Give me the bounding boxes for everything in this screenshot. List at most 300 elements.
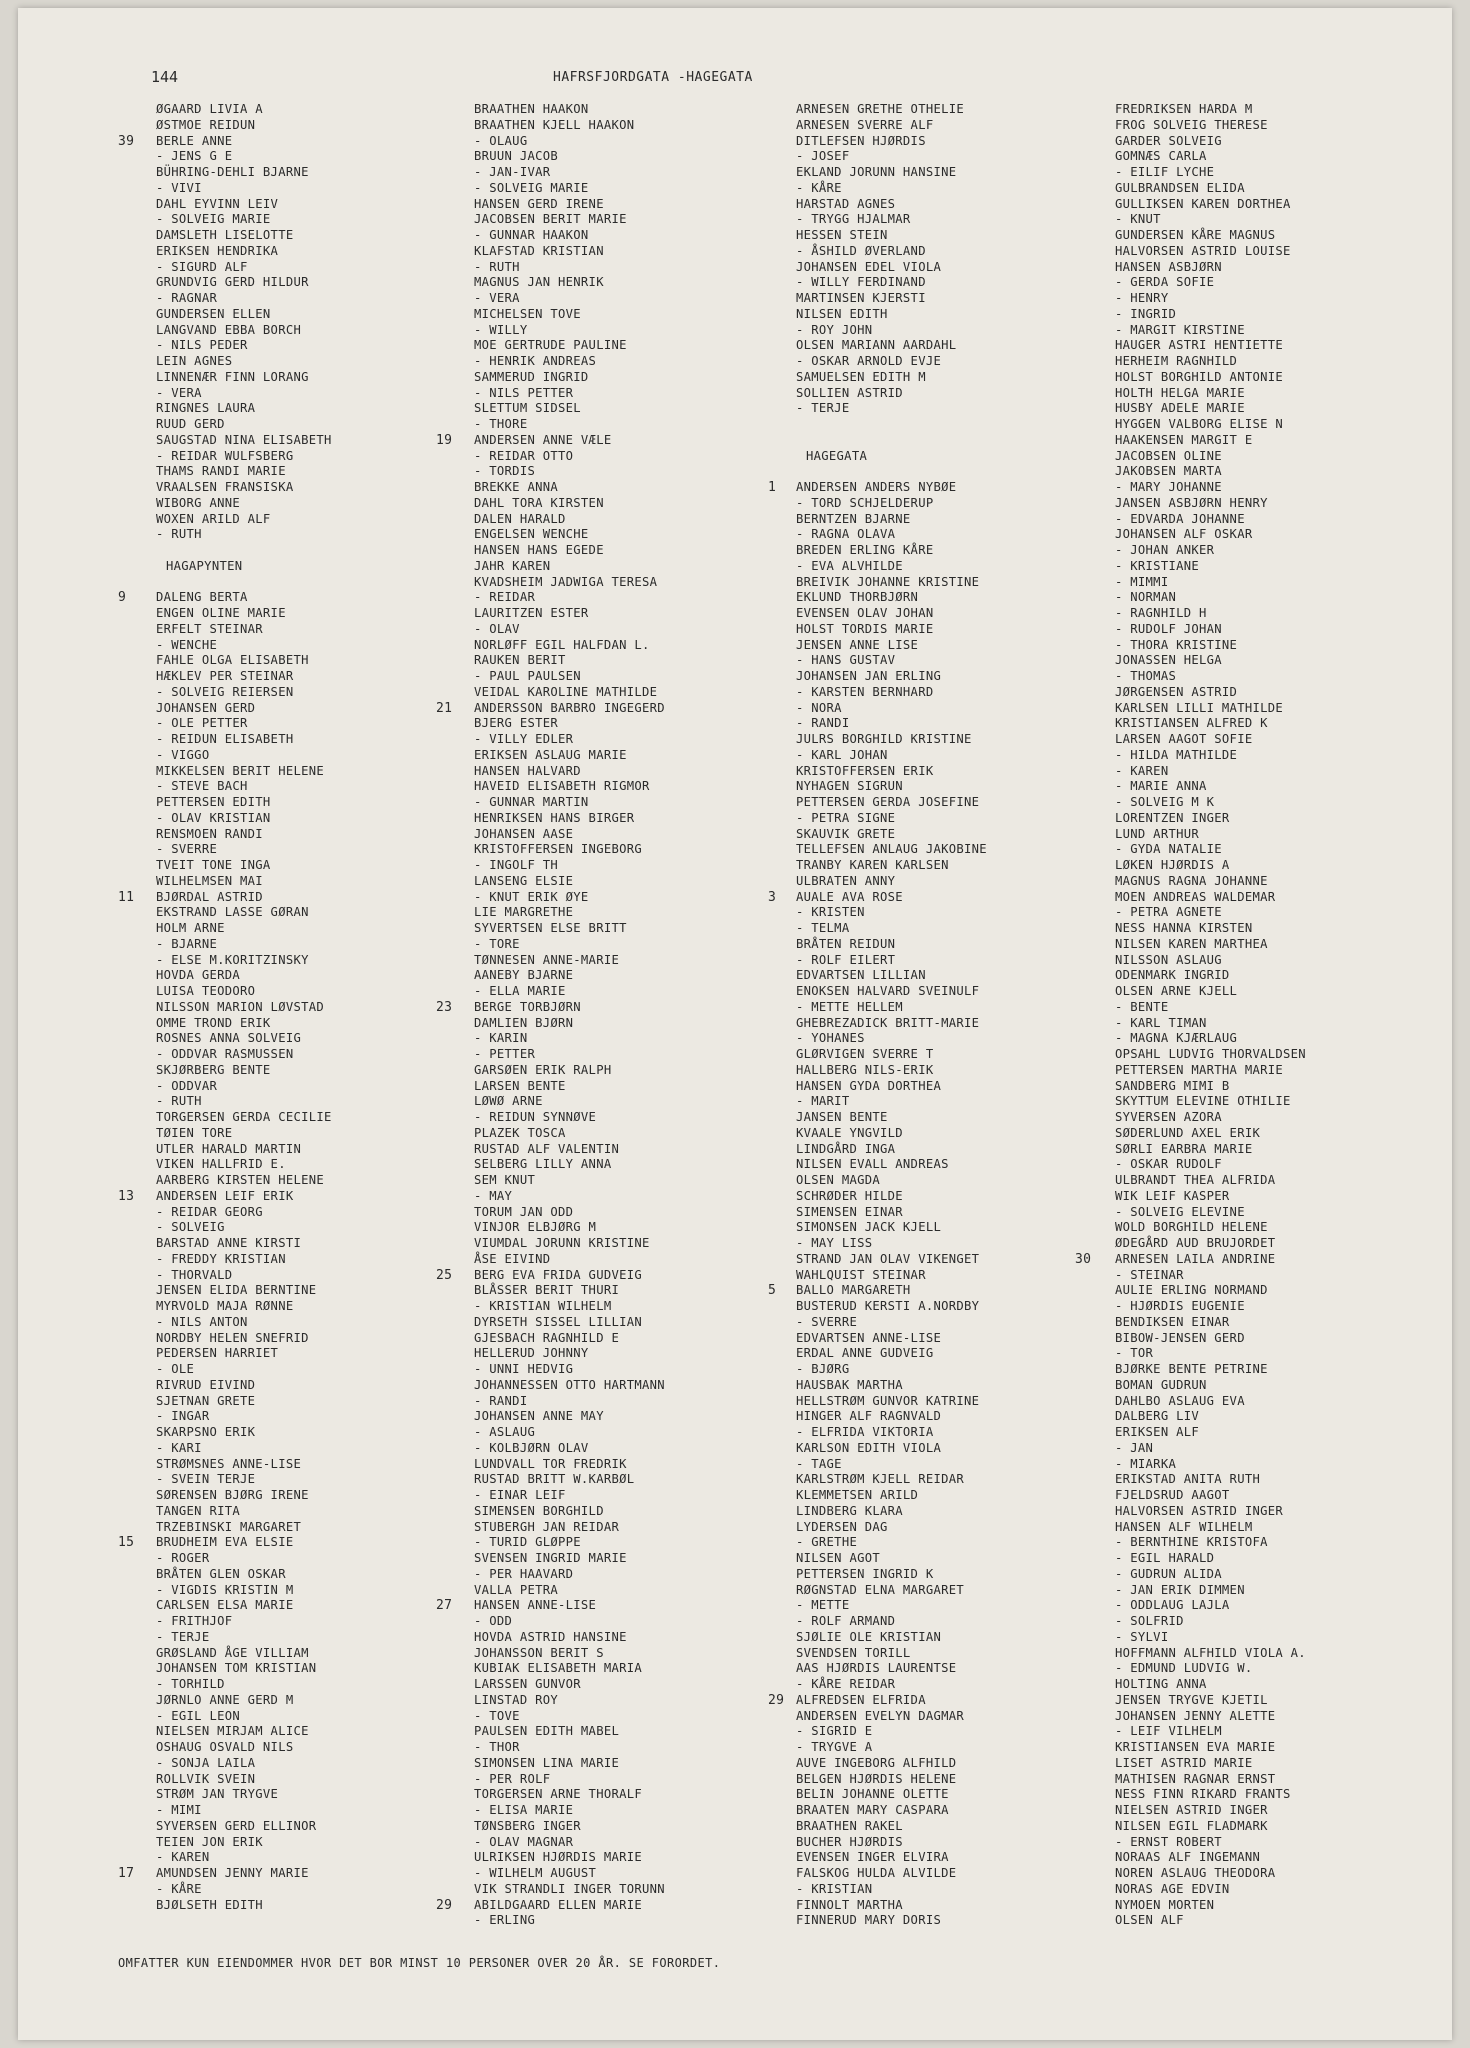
resident-name: HANSEN HANS EGEDE	[474, 543, 604, 557]
resident-name: KARLSEN LILLI MATHILDE	[1115, 700, 1284, 715]
resident-name: - RUDOLF JOHAN	[1115, 621, 1222, 636]
resident-name: ULBRANDT THEA ALFRIDA	[1115, 1173, 1276, 1187]
house-number: 25	[436, 1267, 453, 1283]
resident-name: - KAREN	[156, 1850, 210, 1865]
resident-name: KLEMMETSEN ARILD	[796, 1488, 919, 1502]
resident-name: BJØRKE BENTE PETRINE	[1115, 1362, 1268, 1376]
resident-name: DAHL TORA KIRSTEN	[474, 495, 604, 510]
resident-name: SVENDSEN TORILL	[796, 1645, 911, 1660]
resident-name: MAGNUS JAN HENRIK	[474, 275, 604, 290]
resident-name: BERLE ANNE	[156, 133, 233, 148]
resident-name: - MARIT	[796, 1094, 850, 1109]
resident-name: BERG EVA FRIDA GUDVEIG	[474, 1267, 643, 1282]
resident-name: JOHANSEN EDEL VIOLA	[796, 259, 942, 274]
resident-name: - VERA	[156, 385, 202, 400]
resident-name: HALVORSEN ASTRID INGER	[1115, 1503, 1284, 1518]
resident-name: - TERJE	[156, 1629, 210, 1644]
resident-name: NILSSON MARION LØVSTAD	[156, 999, 325, 1014]
house-number: 29	[768, 1692, 785, 1708]
resident-name: MOE GERTRUDE PAULINE	[474, 338, 627, 353]
resident-name: HOLST TORDIS MARIE	[796, 621, 934, 636]
resident-name: - RAGNA OLAVA	[796, 527, 896, 542]
resident-name: FINNERUD MARY DORIS	[796, 1913, 942, 1928]
resident-name: - TRYGG HJALMAR	[796, 212, 911, 227]
resident-name: - TURID GLØPPE	[474, 1535, 581, 1550]
resident-name: BJØLSETH EDITH	[156, 1897, 263, 1912]
resident-name: SKARPSNO ERIK	[156, 1425, 256, 1439]
resident-name: - THORA KRISTINE	[1115, 637, 1238, 652]
resident-name: - GUDRUN ALIDA	[1115, 1566, 1222, 1581]
resident-name: - ELLA MARIE	[474, 984, 566, 998]
resident-name: ULRIKSEN HJØRDIS MARIE	[474, 1850, 643, 1865]
resident-name: GHEBREZADICK BRITT-MARIE	[796, 1015, 980, 1030]
resident-name: - TERJE	[796, 401, 850, 416]
resident-name: NILSEN EGIL FLADMARK	[1115, 1818, 1268, 1833]
resident-name: ODENMARK INGRID	[1115, 968, 1230, 983]
resident-name: VIUMDAL JORUNN KRISTINE	[474, 1236, 650, 1250]
resident-name: - ROLF EILERT	[796, 952, 896, 967]
resident-name: DYRSETH SISSEL LILLIAN	[474, 1314, 643, 1329]
resident-name: - SOLVEIG REIERSEN	[156, 684, 294, 699]
resident-name: JENSEN ELIDA BERNTINE	[156, 1283, 317, 1298]
resident-name: - JOHAN ANKER	[1115, 543, 1215, 557]
resident-name: TØNNESEN ANNE-MARIE	[474, 952, 620, 967]
resident-name: - MARIE ANNA	[1115, 779, 1207, 794]
resident-name: ALFREDSEN ELFRIDA	[796, 1692, 926, 1707]
resident-name: LUNDVALL TOR FREDRIK	[474, 1456, 627, 1471]
resident-name: - REIDAR WULFSBERG	[156, 448, 294, 463]
resident-name: STUBERGH JAN REIDAR	[474, 1519, 620, 1534]
house-number-line	[768, 1283, 987, 1299]
resident-name: VRAALSEN FRANSISKA	[156, 480, 294, 494]
resident-name: AARBERG KIRSTEN HELENE	[156, 1173, 325, 1187]
resident-name: HESSEN STEIN	[796, 228, 888, 242]
resident-name: DALENG BERTA	[156, 590, 248, 605]
resident-name: - NILS PETTER	[474, 385, 574, 400]
house-number-line	[118, 1188, 332, 1205]
resident-name: JOHANSEN GERD	[156, 700, 256, 715]
resident-name: BLÅSSER BERIT THURI	[474, 1283, 620, 1298]
resident-name: - BJARNE	[156, 936, 218, 951]
resident-name: - HANS GUSTAV	[796, 653, 896, 668]
resident-name: - OLAV KRISTIAN	[156, 810, 271, 825]
resident-name: AANEBY BJARNE	[474, 968, 574, 983]
resident-name: LORENTZEN INGER	[1115, 810, 1230, 825]
resident-name: - EINAR LEIF	[474, 1488, 566, 1502]
resident-name: OLSEN MAGDA	[796, 1173, 881, 1187]
resident-name: ØSTMOE REIDUN	[156, 117, 256, 132]
house-number-line	[118, 1535, 332, 1551]
resident-name: - GUNNAR HAAKON	[474, 228, 589, 242]
resident-name: GRUNDVIG GERD HILDUR	[156, 275, 309, 290]
resident-name: - EDVARDA JOHANNE	[1115, 511, 1245, 526]
resident-name: BJØRDAL ASTRID	[156, 889, 263, 904]
resident-name: - TELMA	[796, 921, 850, 935]
resident-name: JACOBSEN BERIT MARIE	[474, 212, 627, 227]
resident-name: TORGERSEN GERDA CECILIE	[156, 1110, 332, 1124]
resident-name: - ODDLAUG LAJLA	[1115, 1598, 1230, 1613]
resident-name: VINJOR ELBJØRG M	[474, 1220, 597, 1235]
resident-name: JOHANSEN TOM KRISTIAN	[156, 1661, 317, 1676]
resident-name: - TOR	[1115, 1346, 1154, 1361]
resident-name: - SOLVEIG MARIE	[474, 180, 589, 195]
resident-name: - STEVE BACH	[156, 779, 248, 794]
resident-name: HANSEN ANNE-LISE	[474, 1598, 597, 1613]
resident-name: KLAFSTAD KRISTIAN	[474, 243, 604, 258]
resident-name: RUSTAD ALF VALENTIN	[474, 1141, 620, 1156]
resident-name: BJERG ESTER	[474, 716, 559, 731]
house-number-line	[768, 1692, 987, 1709]
resident-name: JOHANSEN JENNY ALETTE	[1115, 1708, 1276, 1723]
resident-name: MYRVOLD MAJA RØNNE	[156, 1299, 294, 1313]
resident-name: LANSENG ELSIE	[474, 873, 574, 888]
resident-name: NILSEN EDITH	[796, 306, 888, 321]
resident-name: - INGAR	[156, 1409, 210, 1424]
resident-name: - SVEIN TERJE	[156, 1472, 256, 1487]
street-heading: HAGEGATA	[806, 448, 868, 463]
resident-name: LYDERSEN DAG	[796, 1519, 888, 1534]
resident-name: - EILIF LYCHE	[1115, 165, 1215, 179]
street-heading: HAGAPYNTEN	[166, 558, 243, 573]
resident-name: - KARSTEN BERNHARD	[796, 684, 934, 699]
resident-name: GARDER SOLVEIG	[1115, 133, 1222, 148]
resident-name: - JENS G E	[156, 149, 233, 164]
resident-name: HAUSBAK MARTHA	[796, 1377, 903, 1392]
house-number-line	[118, 889, 332, 906]
resident-name: NOREN ASLAUG THEODORA	[1115, 1866, 1276, 1880]
resident-name: - VIVI	[156, 180, 202, 195]
resident-name: TRZEBINSKI MARGARET	[156, 1519, 302, 1534]
resident-name: ABILDGAARD ELLEN MARIE	[474, 1897, 643, 1912]
resident-name: EVENSEN INGER ELVIRA	[796, 1850, 949, 1865]
resident-name: BUCHER HJØRDIS	[796, 1834, 903, 1849]
resident-name: - SVERRE	[796, 1314, 858, 1329]
resident-name: BREKKE ANNA	[474, 480, 559, 494]
resident-name: HINGER ALF RAGNVALD	[796, 1409, 942, 1424]
resident-name: - BENTE	[1115, 999, 1169, 1014]
house-number: 1	[768, 480, 777, 495]
resident-name: - PETRA SIGNE	[796, 810, 896, 825]
house-number-line	[436, 1267, 665, 1284]
house-number-line	[436, 1897, 665, 1914]
resident-name: HÆKLEV PER STEINAR	[156, 669, 294, 683]
resident-name: ANDERSEN EVELYN DAGMAR	[796, 1708, 965, 1723]
resident-name: BIBOW-JENSEN GERD	[1115, 1330, 1245, 1345]
resident-name: TVEIT TONE INGA	[156, 858, 271, 872]
resident-name: - REIDAR GEORG	[156, 1204, 263, 1219]
resident-name: BERNTZEN BJARNE	[796, 511, 911, 526]
resident-name: - MIARKA	[1115, 1456, 1177, 1471]
resident-name: SØRENSEN BJØRG IRENE	[156, 1488, 309, 1502]
blank-line	[156, 543, 332, 559]
resident-name: - ELSE M.KORITZINSKY	[156, 952, 309, 967]
house-number: 3	[768, 889, 777, 905]
resident-name: ARNESEN SVERRE ALF	[796, 117, 934, 132]
resident-name: RAUKEN BERIT	[474, 653, 566, 668]
resident-name: GJESBACH RAGNHILD E	[474, 1330, 620, 1345]
house-number-line	[768, 889, 987, 906]
resident-name: - ODDVAR	[156, 1078, 218, 1093]
house-number: 5	[768, 1283, 777, 1299]
resident-name: - NORMAN	[1115, 590, 1177, 605]
resident-name: PETTERSEN INGRID K	[796, 1566, 934, 1581]
resident-name: HANSEN GYDA DORTHEA	[796, 1078, 942, 1093]
resident-name: HOLST BORGHILD ANTONIE	[1115, 369, 1284, 384]
resident-name: - VILLY EDLER	[474, 732, 574, 746]
resident-name: LØWØ ARNE	[474, 1094, 543, 1109]
resident-name: - ERLING	[474, 1913, 536, 1928]
resident-name: - SOLVEIG ELEVINE	[1115, 1204, 1245, 1219]
resident-name: NYMOEN MORTEN	[1115, 1897, 1215, 1912]
resident-name: JENSEN ANNE LISE	[796, 637, 919, 652]
resident-name: HERHEIM RAGNHILD	[1115, 354, 1238, 368]
resident-name: DALBERG LIV	[1115, 1409, 1200, 1424]
resident-name: - ROY JOHN	[796, 322, 873, 337]
resident-name: - THOMAS	[1115, 669, 1177, 683]
resident-name: - ASLAUG	[474, 1425, 536, 1439]
resident-name: NYHAGEN SIGRUN	[796, 779, 903, 794]
resident-name: PETTERSEN MARTHA MARIE	[1115, 1062, 1284, 1077]
resident-name: BELIN JOHANNE OLETTE	[796, 1787, 949, 1802]
resident-name: - OLAV	[474, 621, 520, 636]
resident-name: NILSEN AGOT	[796, 1551, 881, 1565]
resident-name: JANSEN ASBJØRN HENRY	[1115, 495, 1268, 510]
house-number-line	[436, 1598, 665, 1614]
resident-name: DITLEFSEN HJØRDIS	[796, 133, 926, 148]
resident-name: - TORE	[474, 936, 520, 951]
blank-line	[156, 575, 332, 591]
resident-name: LINDBERG KLARA	[796, 1503, 903, 1518]
resident-name: HARSTAD AGNES	[796, 196, 896, 211]
resident-name: WAHLQUIST STEINAR	[796, 1267, 926, 1282]
resident-name: PAULSEN EDITH MABEL	[474, 1724, 620, 1739]
resident-name: TELLEFSEN ANLAUG JAKOBINE	[796, 842, 987, 857]
resident-name: LINSTAD ROY	[474, 1692, 559, 1707]
resident-name: - PER ROLF	[474, 1771, 551, 1786]
resident-name: - ELISA MARIE	[474, 1803, 574, 1817]
resident-name: NIELSEN MIRJAM ALICE	[156, 1724, 309, 1739]
column-4	[1075, 102, 1306, 1929]
resident-name: HELLSTRØM GUNVOR KATRINE	[796, 1393, 980, 1408]
resident-name: - KÅRE	[156, 1881, 202, 1896]
house-number: 21	[436, 700, 453, 716]
resident-name: AAS HJØRDIS LAURENTSE	[796, 1661, 957, 1676]
resident-name: BRAATHEN RAKEL	[796, 1818, 903, 1833]
house-number: 13	[118, 1188, 135, 1204]
resident-name: WILHELMSEN MAI	[156, 873, 263, 888]
resident-name: - SOLVEIG M K	[1115, 795, 1215, 809]
resident-name: - MAY	[474, 1188, 513, 1203]
house-number-line	[1075, 1251, 1306, 1268]
resident-name: - FRITHJOF	[156, 1614, 233, 1628]
resident-name: ANDERSEN LEIF ERIK	[156, 1188, 294, 1203]
resident-name: - RAGNAR	[156, 291, 218, 305]
resident-name: EDVARTSEN ANNE-LISE	[796, 1330, 942, 1345]
resident-name: - SOLFRID	[1115, 1614, 1184, 1628]
resident-name: ROLLVIK SVEIN	[156, 1771, 256, 1786]
resident-name: - BERNTHINE KRISTOFA	[1115, 1535, 1268, 1550]
resident-name: - INGOLF TH	[474, 858, 559, 872]
resident-name: - KÅRE	[796, 180, 842, 195]
resident-name: LØKEN HJØRDIS A	[1115, 858, 1230, 872]
resident-name: BOMAN GUDRUN	[1115, 1377, 1207, 1392]
resident-name: - SONJA LAILA	[156, 1755, 256, 1770]
resident-name: - KARI	[156, 1440, 202, 1455]
resident-name: - MARY JOHANNE	[1115, 480, 1222, 494]
resident-name: KVAALE YNGVILD	[796, 1125, 903, 1140]
resident-name: SKJØRBERG BENTE	[156, 1062, 271, 1077]
resident-name: JAKOBSEN MARTA	[1115, 464, 1222, 479]
resident-name: - NILS ANTON	[156, 1314, 248, 1329]
resident-name: HANSEN HALVARD	[474, 763, 581, 778]
resident-name: - JAN ERIK DIMMEN	[1115, 1582, 1245, 1597]
resident-name: - SOLVEIG	[156, 1220, 225, 1235]
resident-name: BRAATEN MARY CASPARA	[796, 1803, 949, 1817]
resident-name: SYVERSEN AZORA	[1115, 1110, 1222, 1124]
resident-name: - OLAUG	[474, 133, 528, 148]
resident-name: - KOLBJØRN OLAV	[474, 1440, 589, 1455]
resident-name: - THOR	[474, 1740, 520, 1754]
resident-name: ERIKSTAD ANITA RUTH	[1115, 1472, 1261, 1487]
resident-name: - ODD	[474, 1614, 513, 1628]
resident-name: SCHRØDER HILDE	[796, 1188, 903, 1203]
resident-name: - WENCHE	[156, 637, 218, 652]
resident-name: OMME TROND ERIK	[156, 1015, 271, 1030]
resident-name: TORGERSEN ARNE THORALF	[474, 1787, 643, 1802]
resident-name: RENSMOEN RANDI	[156, 826, 263, 841]
resident-name: DALEN HARALD	[474, 511, 566, 526]
house-number: 23	[436, 999, 453, 1015]
resident-name: JOHANSEN JAN ERLING	[796, 669, 942, 683]
resident-name: - TORHILD	[156, 1677, 225, 1691]
resident-name: MIKKELSEN BERIT HELENE	[156, 763, 325, 778]
resident-name: BRUUN JACOB	[474, 149, 559, 164]
footer-note: OMFATTER KUN EIENDOMMER HVOR DET BOR MINST 10 PERSONER OVER 20 ÅR. SE FORORDET.	[118, 1956, 721, 1970]
resident-name: - MIMI	[156, 1803, 202, 1817]
resident-name: - EDMUND LUDVIG W.	[1115, 1661, 1253, 1676]
resident-name: - TORDIS	[474, 464, 536, 479]
resident-name: GLØRVIGEN SVERRE T	[796, 1047, 934, 1061]
resident-name: TANGEN RITA	[156, 1503, 241, 1518]
resident-name: JOHANSEN ALF OSKAR	[1115, 527, 1253, 542]
resident-name: DAHL EYVINN LEIV	[156, 196, 279, 211]
resident-name: SKAUVIK GRETE	[796, 826, 896, 841]
house-number-line	[118, 133, 332, 150]
resident-name: ERDAL ANNE GUDVEIG	[796, 1346, 934, 1361]
house-number: 39	[118, 133, 135, 149]
resident-name: - KAREN	[1115, 763, 1169, 778]
blank-line	[796, 417, 987, 433]
resident-name: HELLERUD JOHNNY	[474, 1346, 589, 1361]
resident-name: AUVE INGEBORG ALFHILD	[796, 1755, 957, 1770]
resident-name: TØNSBERG INGER	[474, 1818, 581, 1833]
resident-name: EDVARTSEN LILLIAN	[796, 968, 926, 983]
column-2	[436, 102, 665, 1929]
resident-name: - ODDVAR RASMUSSEN	[156, 1047, 294, 1061]
house-number: 27	[436, 1598, 453, 1614]
resident-name: ERIKSEN ALF	[1115, 1425, 1200, 1439]
resident-name: HOLM ARNE	[156, 921, 225, 935]
house-number: 15	[118, 1535, 135, 1551]
resident-name: - REIDAR OTTO	[474, 448, 574, 463]
resident-name: BRAATHEN KJELL HAAKON	[474, 117, 635, 132]
resident-name: - RAGNHILD H	[1115, 606, 1207, 620]
resident-name: SOLLIEN ASTRID	[796, 385, 903, 400]
blank-line	[796, 433, 987, 449]
resident-name: WOXEN ARILD ALF	[156, 511, 271, 526]
resident-name: SJETNAN GRETE	[156, 1393, 256, 1408]
resident-name: - HJØRDIS EUGENIE	[1115, 1299, 1245, 1313]
resident-name: ENOKSEN HALVARD SVEINULF	[796, 984, 980, 998]
resident-name: PETTERSEN GERDA JOSEFINE	[796, 795, 980, 809]
resident-name: LANGVAND EBBA BORCH	[156, 322, 302, 337]
resident-name: TRANBY KAREN KARLSEN	[796, 858, 949, 872]
resident-name: BRAATHEN HAAKON	[474, 102, 589, 116]
resident-name: HOVDA GERDA	[156, 968, 241, 983]
resident-name: FJELDSRUD AAGOT	[1115, 1488, 1230, 1502]
resident-name: WIBORG ANNE	[156, 495, 241, 510]
resident-name: JULRS BORGHILD KRISTINE	[796, 732, 972, 746]
resident-name: BRÅTEN REIDUN	[796, 936, 896, 951]
resident-name: - STEINAR	[1115, 1267, 1184, 1282]
resident-name: FAHLE OLGA ELISABETH	[156, 653, 309, 668]
resident-name: PETTERSEN EDITH	[156, 795, 271, 809]
resident-name: SLETTUM SIDSEL	[474, 401, 581, 416]
resident-name: HANSEN ASBJØRN	[1115, 259, 1222, 274]
resident-name: LARSEN BENTE	[474, 1078, 566, 1093]
resident-name: AUALE AVA ROSE	[796, 889, 903, 904]
resident-name: SAMUELSEN EDITH M	[796, 369, 926, 384]
resident-name: SØDERLUND AXEL ERIK	[1115, 1125, 1261, 1140]
resident-name: - HENRIK ANDREAS	[474, 354, 597, 368]
resident-name: - TORD SCHJELDERUP	[796, 495, 934, 510]
house-number: 19	[436, 432, 453, 448]
resident-name: - KÅRE REIDAR	[796, 1677, 896, 1691]
resident-name: - LEIF VILHELM	[1115, 1724, 1222, 1739]
resident-name: SYVERTSEN ELSE BRITT	[474, 921, 627, 935]
resident-name: EVENSEN OLAV JOHAN	[796, 606, 934, 620]
resident-name: RIVRUD EIVIND	[156, 1377, 256, 1392]
resident-name: SIMONSEN JACK KJELL	[796, 1220, 942, 1235]
resident-name: - OLE	[156, 1362, 195, 1376]
resident-name: SKYTTUM ELEVINE OTHILIE	[1115, 1094, 1291, 1109]
resident-name: OSHAUG OSVALD NILS	[156, 1740, 294, 1754]
resident-name: TØIEN TORE	[156, 1125, 233, 1140]
resident-name: - PAUL PAULSEN	[474, 669, 581, 683]
page-title: HAFRSFJORDGATA -HAGEGATA	[553, 70, 753, 85]
resident-name: HALLBERG NILS-ERIK	[796, 1062, 934, 1077]
resident-name: ERIKSEN ASLAUG MARIE	[474, 747, 627, 762]
resident-name: - GERDA SOFIE	[1115, 275, 1215, 290]
resident-name: NORAAS ALF INGEMANN	[1115, 1850, 1261, 1865]
resident-name: - ÅSHILD ØVERLAND	[796, 243, 926, 258]
document-page	[18, 8, 1452, 2040]
resident-name: NORDBY HELEN SNEFRID	[156, 1330, 309, 1345]
resident-name: - ELFRIDA VIKTORIA	[796, 1425, 934, 1439]
resident-name: TEIEN JON ERIK	[156, 1834, 263, 1849]
resident-name: MICHELSEN TOVE	[474, 306, 581, 321]
resident-name: JAHR KAREN	[474, 558, 551, 573]
resident-name: CARLSEN ELSA MARIE	[156, 1598, 294, 1613]
resident-name: - MIMMI	[1115, 574, 1169, 589]
resident-name: STRAND JAN OLAV VIKENGET	[796, 1251, 980, 1266]
resident-name: - OSKAR RUDOLF	[1115, 1157, 1222, 1172]
resident-name: MATHISEN RAGNAR ERNST	[1115, 1771, 1276, 1786]
resident-name: PLAZEK TOSCA	[474, 1125, 566, 1140]
resident-name: - WILHELM AUGUST	[474, 1866, 597, 1880]
resident-name: - ERNST ROBERT	[1115, 1834, 1222, 1849]
resident-name: - SIGRID E	[796, 1724, 873, 1739]
